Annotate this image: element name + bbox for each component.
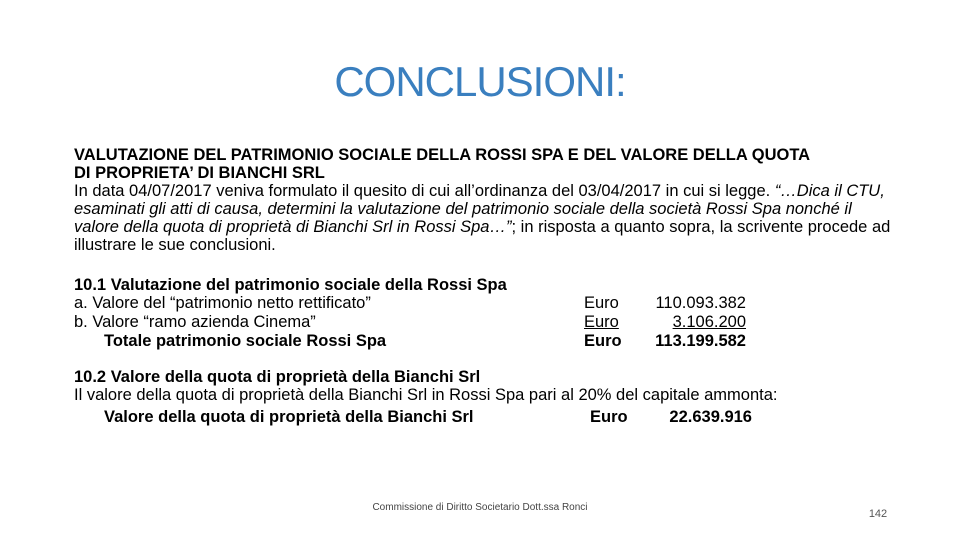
intro-section — [74, 146, 894, 254]
page-number: 142 — [868, 508, 888, 520]
value-row-b — [74, 313, 894, 332]
result-amount: 22.639.916 — [669, 408, 752, 426]
intro-heading-line2: DI PROPRIETA’ DI BIANCHI SRL — [74, 164, 325, 182]
total-label: Totale patrimonio sociale Rossi Spa — [104, 332, 387, 350]
row-a-amount: 110.093.382 — [655, 294, 746, 312]
result-row — [74, 408, 894, 427]
row-b-label: b. Valore “ramo azienda Cinema” — [74, 313, 316, 331]
row-a-label: a. Valore del “patrimonio netto rettificato” — [74, 294, 371, 312]
section2-heading: 10.2 Valore della quota di proprietà della Bianchi Srl — [74, 368, 481, 386]
footer-text: Commissione di Diritto Societario Dott.ssa Ronci — [372, 502, 588, 513]
intro-paragraph — [74, 182, 894, 254]
slide-title: CONCLUSIONI: — [334, 58, 626, 105]
row-a-currency: Euro — [584, 294, 619, 312]
result-label: Valore della quota di proprietà della Bianchi Srl — [104, 408, 474, 426]
intro-quote: “…Dica il CTU, esaminati gli atti di causa, determini la valutazione del patrimonio sociale della società Rossi Spa nonché il valore della quota di proprietà di Bianchi Srl in Rossi Spa…” — [74, 182, 885, 236]
section-10-1 — [74, 276, 894, 351]
section-10-2 — [74, 368, 894, 427]
total-currency: Euro — [584, 332, 622, 350]
intro-text-start: In data 04/07/2017 veniva formulato il quesito di cui all’ordinanza del 03/04/2017 in cui si legge. — [74, 182, 775, 200]
result-currency: Euro — [590, 408, 628, 426]
total-amount: 113.199.582 — [655, 332, 746, 350]
intro-heading-line1: VALUTAZIONE DEL PATRIMONIO SOCIALE DELLA ROSSI SPA E DEL VALORE DELLA QUOTA — [74, 146, 811, 164]
intro-text-end: ; in risposta a quanto sopra, la scrivente procede ad illustrare le sue conclusioni. — [74, 218, 891, 254]
total-row — [74, 332, 894, 351]
section1-heading: 10.1 Valutazione del patrimonio sociale della Rossi Spa — [74, 276, 507, 294]
section2-text: Il valore della quota di proprietà della Bianchi Srl in Rossi Spa pari al 20% del capitale ammonta: — [74, 386, 778, 404]
value-row-a — [74, 294, 894, 313]
row-b-amount: 3.106.200 — [672, 313, 746, 331]
row-b-currency: Euro — [584, 313, 619, 331]
